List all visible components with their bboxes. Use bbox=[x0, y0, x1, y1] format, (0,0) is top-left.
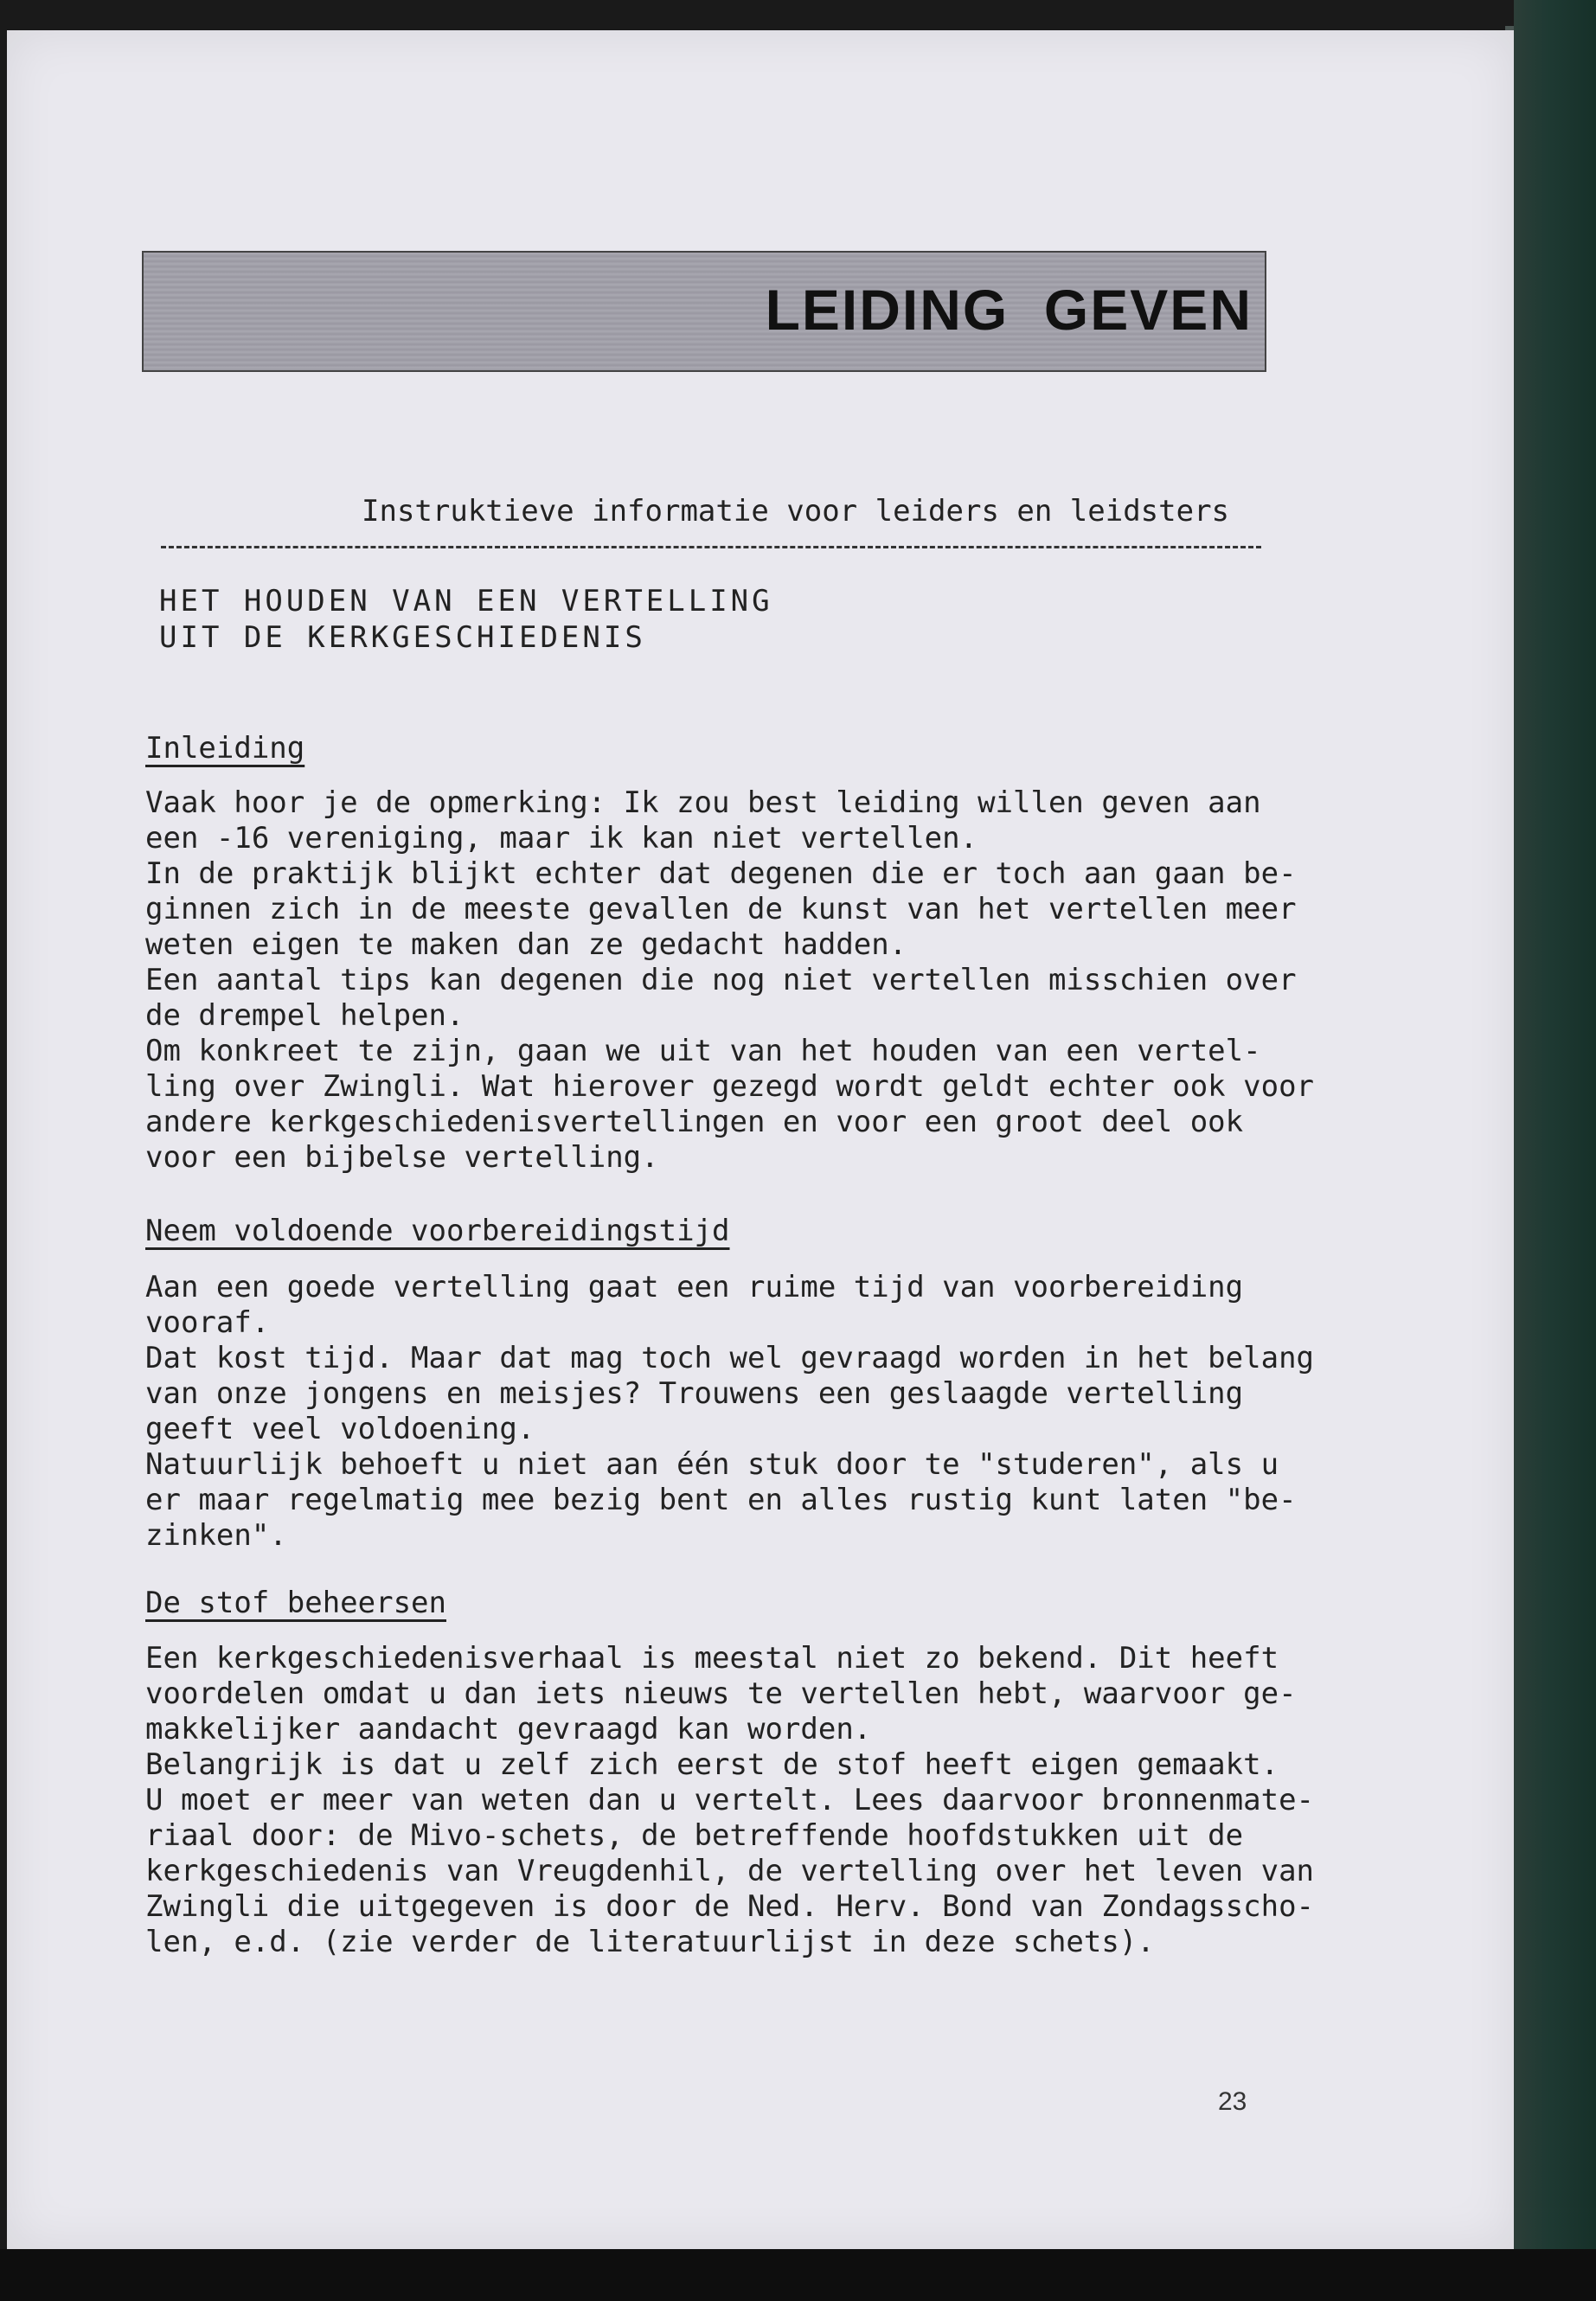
subtitle: Instruktieve informatie voor leiders en leidsters bbox=[362, 494, 1230, 529]
title-banner bbox=[142, 251, 1266, 372]
text-line: een -16 vereniging, maar ik kan niet vertellen. bbox=[145, 821, 978, 856]
book-spine bbox=[1514, 0, 1596, 2301]
text-line: Dat kost tijd. Maar dat mag toch wel gevraagd worden in het belang bbox=[145, 1341, 1315, 1375]
text-line: Belangrijk is dat u zelf zich eerst de stof heeft eigen gemaakt. bbox=[145, 1747, 1279, 1782]
text-line: vooraf. bbox=[145, 1305, 270, 1340]
text-line: makkelijker aandacht gevraagd kan worden. bbox=[145, 1712, 872, 1747]
text-line: er maar regelmatig mee bezig bent en alles rustig kunt laten "be- bbox=[145, 1483, 1297, 1517]
text-line: Zwingli die uitgegeven is door de Ned. Herv. Bond van Zondagsscho- bbox=[145, 1889, 1315, 1924]
text-line: riaal door: de Mivo-schets, de betreffende hoofdstukken uit de bbox=[145, 1818, 1244, 1853]
heading-inleiding: Inleiding bbox=[145, 731, 305, 766]
paragraph-stof-beheersen bbox=[145, 1641, 1374, 1960]
text-line: Een kerkgeschiedenisverhaal is meestal niet zo bekend. Dit heeft bbox=[145, 1641, 1279, 1676]
paragraph-voorbereiding bbox=[145, 1270, 1374, 1554]
document-page bbox=[7, 30, 1514, 2249]
text-line: van onze jongens en meisjes? Trouwens een geslaagde vertelling bbox=[145, 1376, 1244, 1411]
section-title-line-2: UIT DE KERKGESCHIEDENIS bbox=[159, 620, 646, 655]
scan-border bbox=[0, 2249, 1596, 2301]
dashed-rule bbox=[161, 546, 1261, 548]
text-line: Aan een goede vertelling gaat een ruime tijd van voorbereiding bbox=[145, 1270, 1244, 1304]
heading-stof-beheersen: De stof beheersen bbox=[145, 1586, 446, 1620]
text-line: weten eigen te maken dan ze gedacht hadden. bbox=[145, 927, 907, 962]
page-number: 23 bbox=[1218, 2087, 1247, 2116]
text-line: Vaak hoor je de opmerking: Ik zou best leiding willen geven aan bbox=[145, 785, 1261, 820]
text-line: geeft veel voldoening. bbox=[145, 1412, 535, 1446]
text-line: Een aantal tips kan degenen die nog niet vertellen misschien over bbox=[145, 963, 1297, 997]
heading-voorbereiding: Neem voldoende voorbereidingstijd bbox=[145, 1214, 730, 1248]
text-line: Natuurlijk behoeft u niet aan één stuk door te "studeren", als u bbox=[145, 1447, 1279, 1482]
paragraph-inleiding bbox=[145, 785, 1374, 1176]
text-line: Om konkreet te zijn, gaan we uit van het houden van een vertel- bbox=[145, 1034, 1261, 1068]
text-line: In de praktijk blijkt echter dat degenen die er toch aan gaan be- bbox=[145, 856, 1297, 891]
section-title-line-1: HET HOUDEN VAN EEN VERTELLING bbox=[159, 584, 773, 619]
text-line: voordelen omdat u dan iets nieuws te vertellen hebt, waarvoor ge- bbox=[145, 1676, 1297, 1711]
text-line: de drempel helpen. bbox=[145, 998, 465, 1033]
text-line: zinken". bbox=[145, 1518, 287, 1553]
text-line: ling over Zwingli. Wat hierover gezegd wordt geldt echter ook voor bbox=[145, 1069, 1315, 1104]
text-line: U moet er meer van weten dan u vertelt. Lees daarvoor bronnenmate- bbox=[145, 1783, 1315, 1817]
text-line: andere kerkgeschiedenisvertellingen en voor een groot deel ook bbox=[145, 1105, 1244, 1139]
text-line: len, e.d. (zie verder de literatuurlijst in deze schets). bbox=[145, 1925, 1155, 1959]
text-line: voor een bijbelse vertelling. bbox=[145, 1140, 659, 1175]
banner-title: LEIDING GEVEN bbox=[765, 278, 1253, 342]
text-line: ginnen zich in de meeste gevallen de kunst van het vertellen meer bbox=[145, 892, 1297, 926]
text-line: kerkgeschiedenis van Vreugdenhil, de vertelling over het leven van bbox=[145, 1854, 1315, 1888]
